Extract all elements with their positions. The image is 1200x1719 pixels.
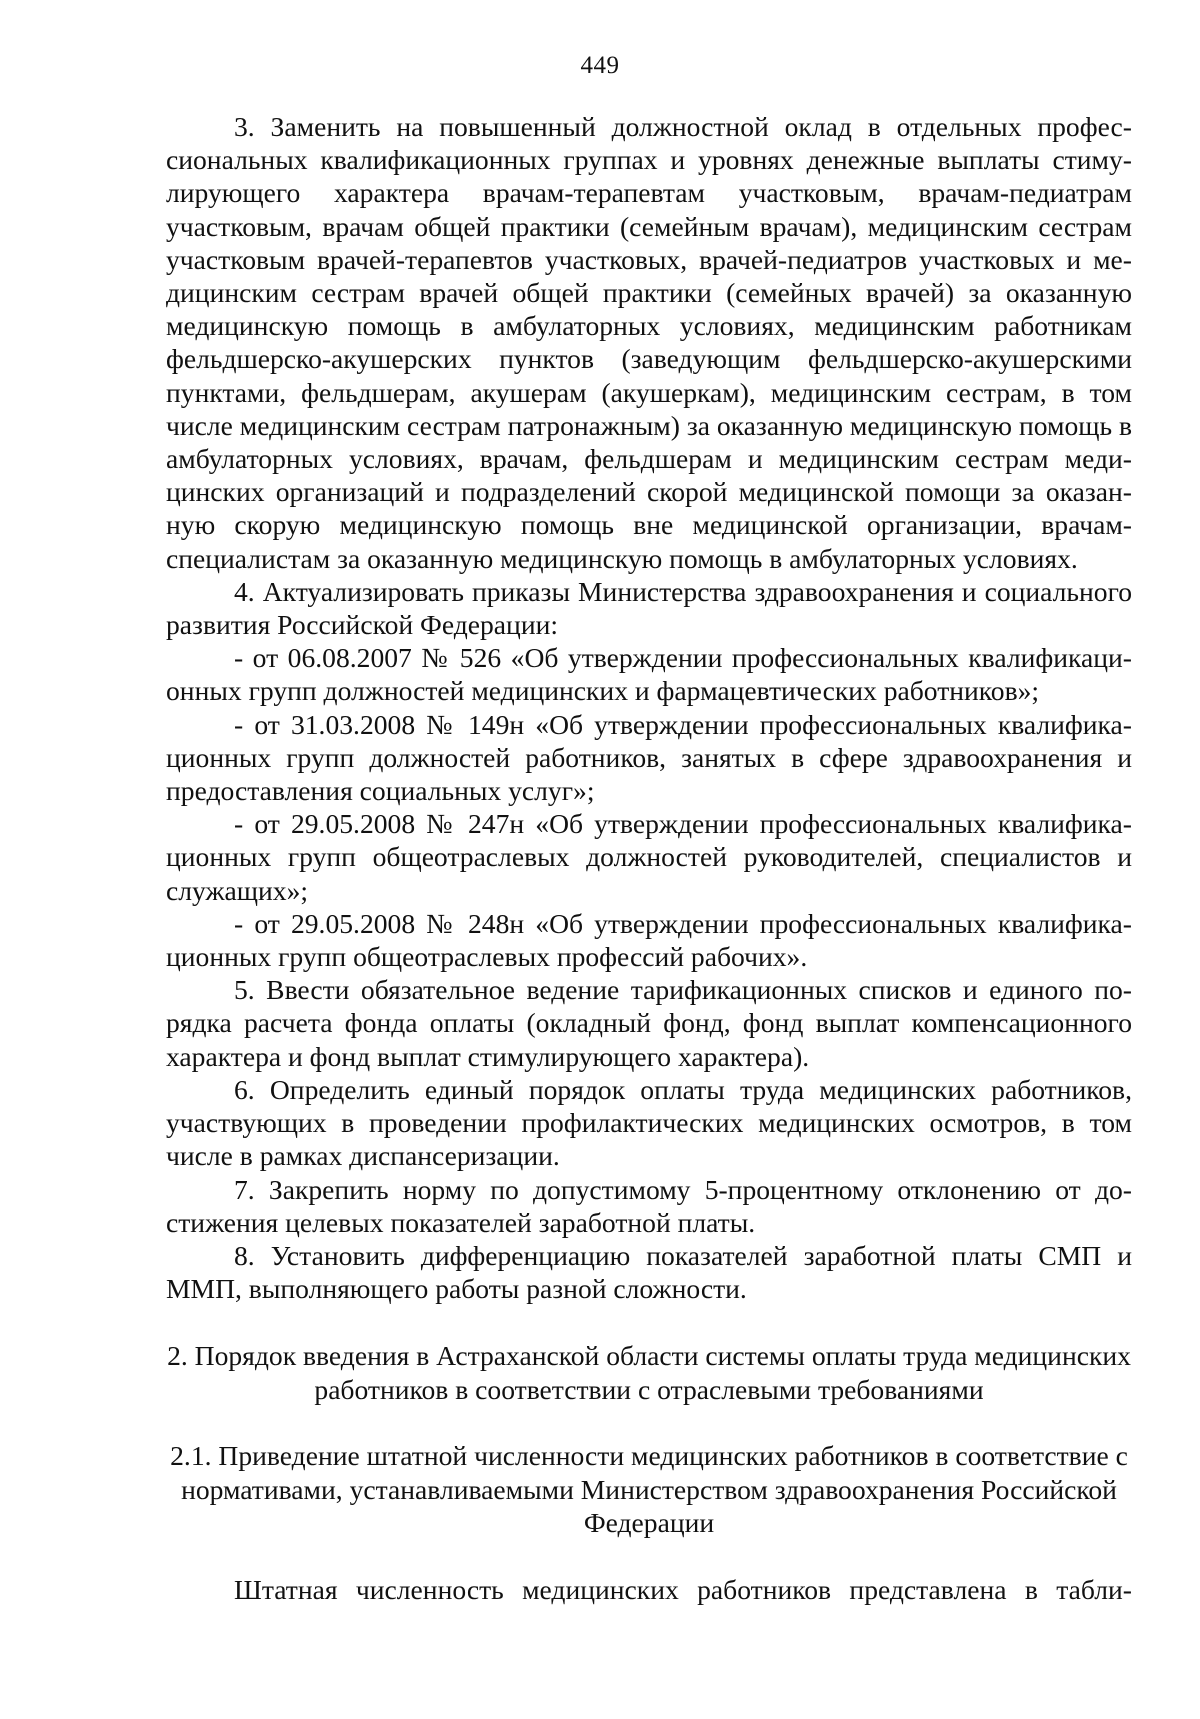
paragraph-item-8: 8. Установить дифференциацию показателей заработной платы СМП и ММП, выполняющего работы разной сложности. <box>166 1239 1132 1305</box>
spacer <box>166 1540 1132 1573</box>
spacer <box>166 1305 1132 1339</box>
document-body <box>166 110 1132 1606</box>
section-heading: 2. Порядок введения в Астраханской области системы оплаты труда медицинских работников в соответствии с отраслевыми требованиями <box>167 1340 1131 1405</box>
page-number: 449 <box>580 52 620 79</box>
order-reference-149n: - от 31.03.2008 № 149н «Об утверждении профессиональных квалификационных групп должностей работников, занятых в сфере здравоохранения и предоставления социальных услуг»; <box>166 708 1132 807</box>
paragraph-item-7: 7. Закрепить норму по допустимому 5-процентному отклонению от достижения целевых показателей заработной платы. <box>166 1173 1132 1238</box>
order-reference-247n: - от 29.05.2008 № 247н «Об утверждении профессиональных квалификационных групп общеотраслевых должностей руководителей, специалистов и служащих»; <box>166 808 1132 906</box>
paragraph-item-6: 6. Определить единый порядок оплаты труда медицинских работников, участвующих в проведении профилактических медицинских осмотров, в том числе в рамках диспансеризации. <box>166 1073 1132 1172</box>
subsection-heading: 2.1. Приведение штатной численности медицинских работников в соответствие с нормативами, устанавливаемыми Министерством здравоохранения Российской Федерации <box>170 1440 1128 1539</box>
spacer <box>166 1406 1132 1439</box>
paragraph-item-3: 3. Заменить на повышенный должностной оклад в отдельных профессиональных квалификационных группах и уровнях денежные выплаты стимулирующего характера врачам-терапевтам участковым, врачам-педиатрам участковым, врачам общей практики (семейным врачам), медицинским сестрам участковым врачей-терапевтов участковых, врачей-педиатров участковых и медицинским сестрам врачей общей практики (семейных врачей) за оказанную медицинскую помощь в амбулаторных условиях, медицинским работникам фельдшерско-акушерских пунктов (заведующим фельдшерско-акушерскими пунктами, фельдшерам, акушерам (акушеркам), медицинским сестрам, в том числе медицинским сестрам патронажным) за оказанную медицинскую помощь в амбулаторных условиях, врачам, фельдшерам и медицинским сестрам медицинских организаций и подразделений скорой медицинской помощи за оказанную скорую медицинскую помощь вне медицинской организации, врачам-специалистам за оказанную медицинскую помощь в амбулаторных условиях. <box>166 111 1132 574</box>
paragraph-item-5: 5. Ввести обязательное ведение тарификационных списков и единого порядка расчета фонда оплаты (окладный фонд, фонд выплат компенсационного характера и фонд выплат стимулирующего характера). <box>166 974 1132 1072</box>
order-reference-248n: - от 29.05.2008 № 248н «Об утверждении профессиональных квалификационных групп общеотраслевых профессий рабочих». <box>166 907 1132 973</box>
final-paragraph: Штатная численность медицинских работников представлена в табли- <box>234 1573 1132 1605</box>
paragraph-item-4: 4. Актуализировать приказы Министерства здравоохранения и социального развития Российской Федерации: <box>166 575 1132 641</box>
order-reference-526: - от 06.08.2007 № 526 «Об утверждении профессиональных квалификационных групп должностей медицинских и фармацевтических работников»; <box>166 642 1132 707</box>
